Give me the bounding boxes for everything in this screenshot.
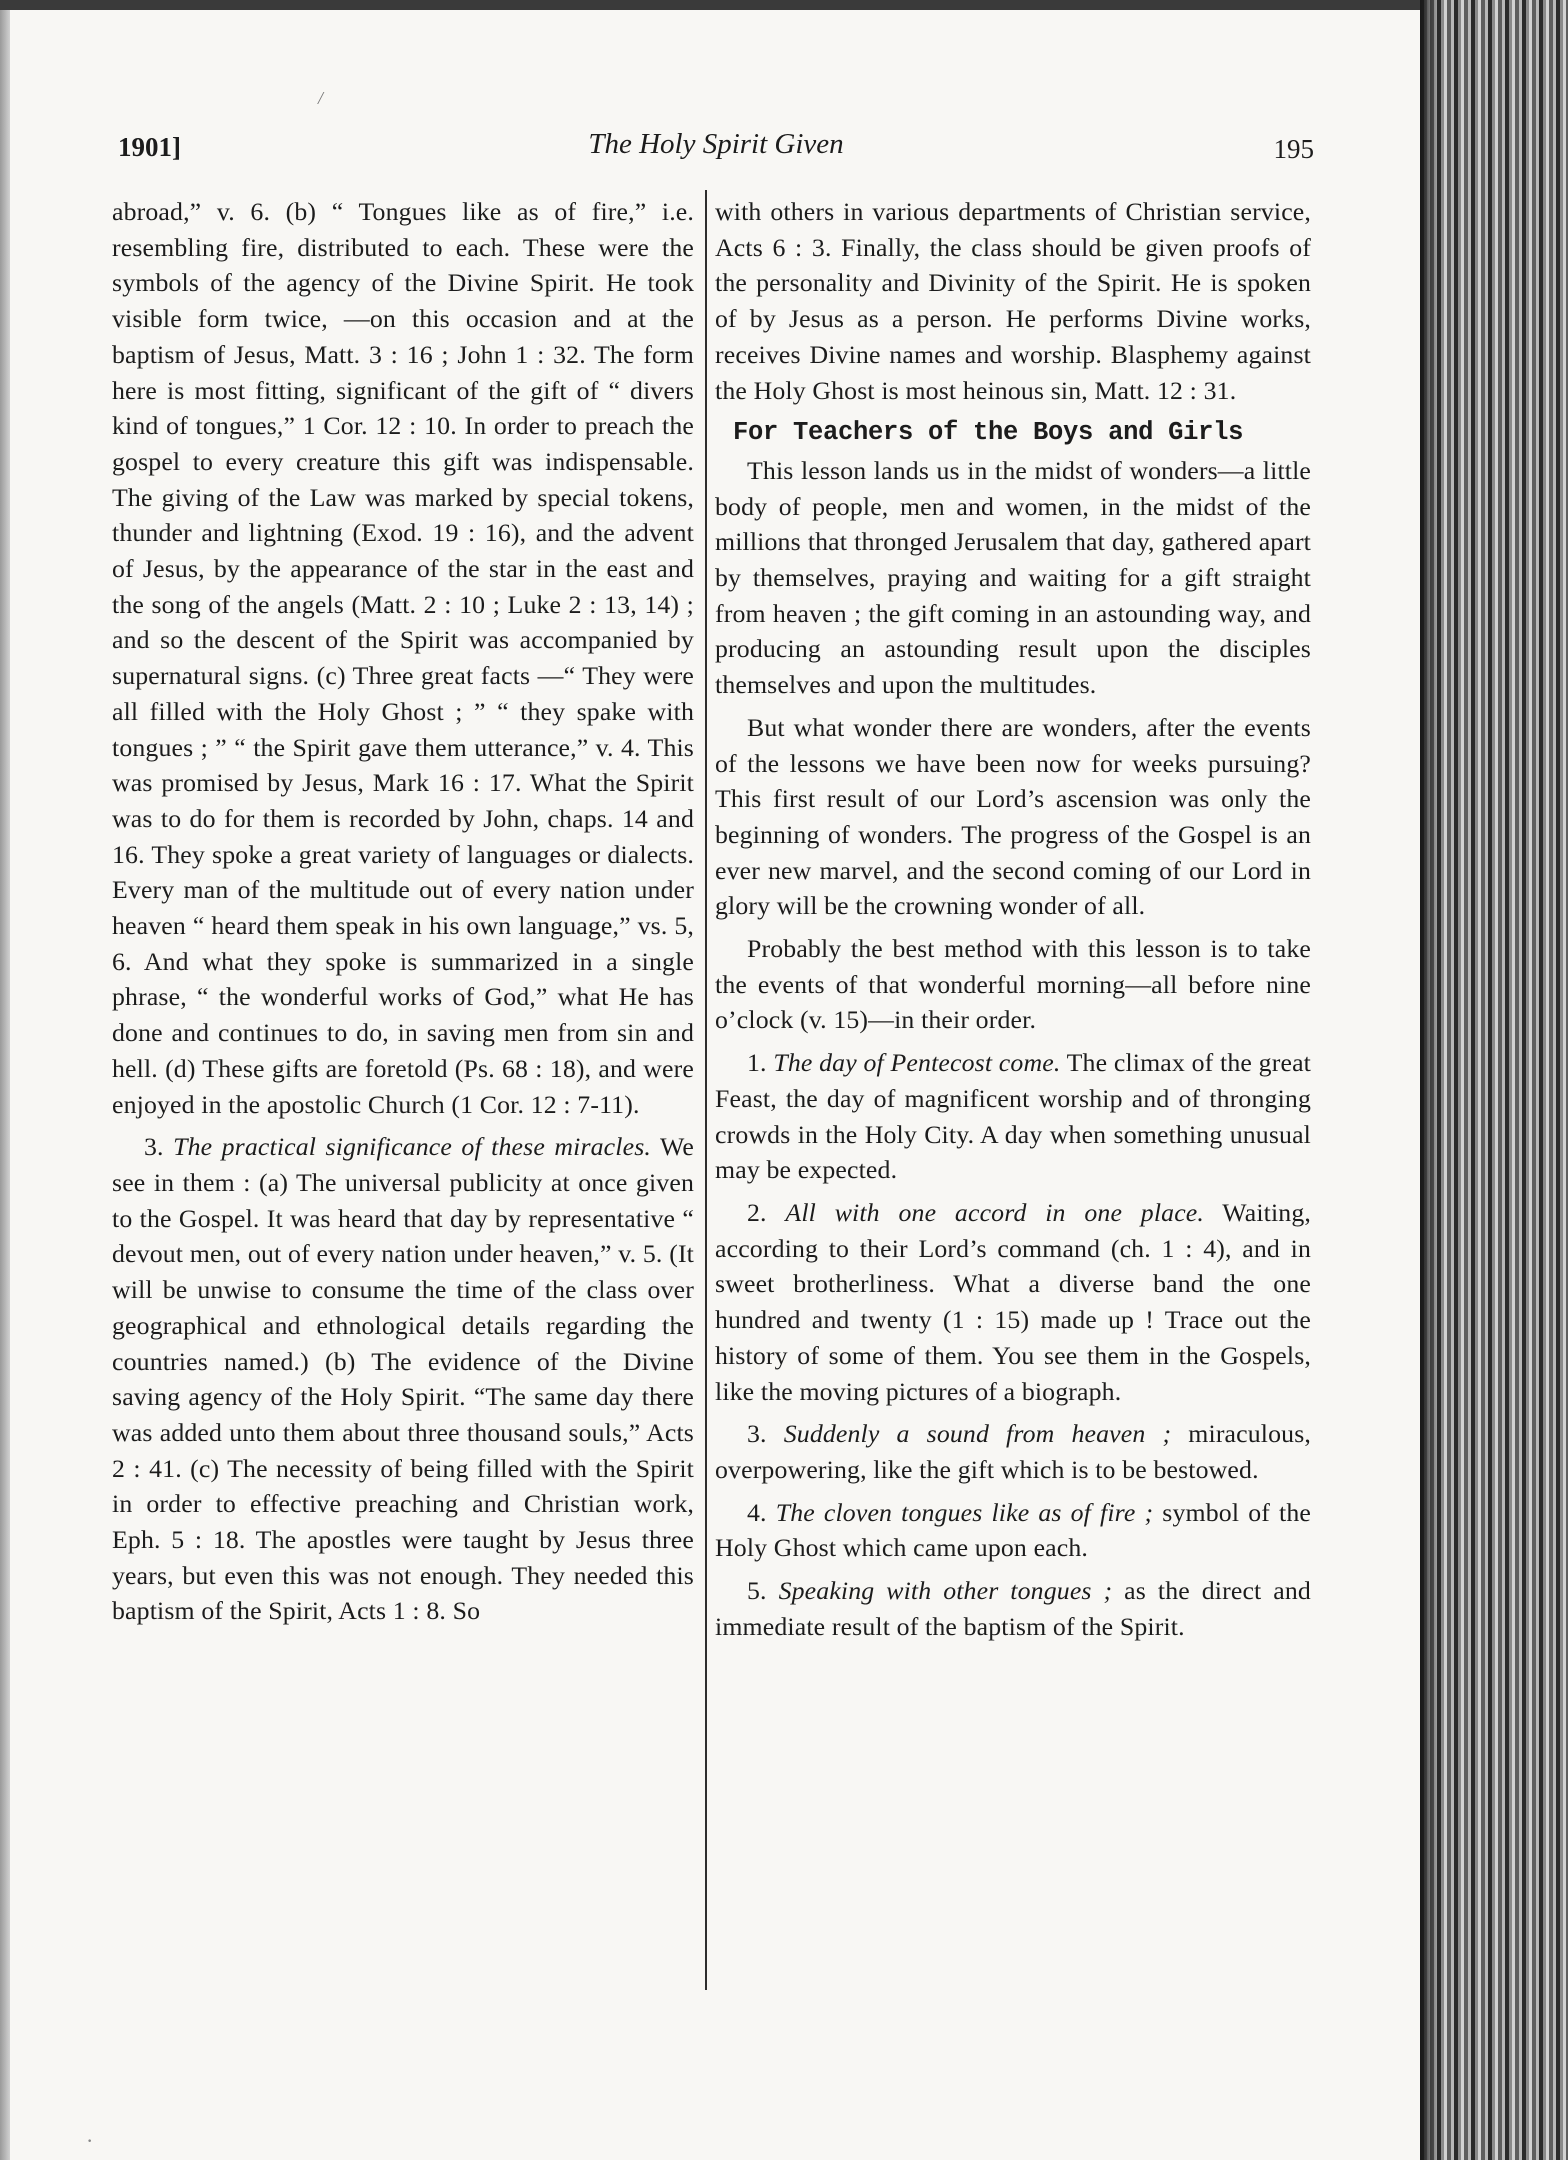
- item-title: Suddenly a sound from heaven ;: [783, 1419, 1172, 1449]
- list-item: [715, 1195, 1311, 1409]
- scan-margin-mark: ·: [86, 2128, 94, 2153]
- list-item: [715, 1045, 1311, 1188]
- list-item: [715, 1573, 1311, 1644]
- list-item: [715, 1495, 1311, 1566]
- point-body: We see in them : (a) The universal publicity at once given to the Gospel. It was heard that day by representative “ devout men, out of every nation under heaven,” v. 5. (It will be unwise to consume the time of the class over geographical and ethnological details regarding the countries named.) (b) The evidence of the Divine saving agency of the Holy Spirit. “The same day there was added unto them about three thousand souls,” Acts 2 : 41. (c) The necessity of being filled with the Spirit in order to effective preaching and Christian work, Eph. 5 : 18. The apostles were taught by Jesus three years, but even this was not enough. They needed this baptism of the Spirit, Acts 1 : 8. So: [112, 1132, 694, 1626]
- item-title: All with one accord in one place.: [785, 1197, 1205, 1227]
- header-year: 1901]: [118, 132, 181, 162]
- item-title: The day of Pentecost come.: [773, 1048, 1061, 1078]
- item-body: miraculous, overpowering, like the gift which is to be bestowed.: [715, 1419, 1312, 1484]
- binding-shadow: [1420, 0, 1440, 2160]
- item-number: 3.: [747, 1419, 767, 1449]
- scan-top-edge: [0, 0, 1568, 10]
- page-edges-stack: [1420, 0, 1568, 2160]
- left-column: [112, 194, 694, 1636]
- scan-speck: /: [318, 88, 324, 108]
- column-divider: [705, 190, 707, 1990]
- page-number: 195: [1273, 134, 1314, 164]
- item-title: The cloven tongues like as of fire ;: [775, 1497, 1154, 1527]
- item-body: Waiting, according to their Lord’s command (ch. 1 : 4), and in sweet brotherliness. What a diverse band the one hundred and twenty (1 : 15) made up ! Trace out the history of some of them. You see them in the Gospels, like the moving pictures of a biograph.: [715, 1197, 1311, 1406]
- item-body: as the direct and immediate result of the baptism of the Spirit.: [715, 1576, 1311, 1641]
- right-paragraph-4: Probably the best method with this lesson is to take the events of that wonderful morning—all before nine o’clock (v. 15)—in their order.: [715, 934, 1311, 1035]
- right-column: [715, 194, 1311, 1651]
- item-body: The climax of the great Feast, the day of magnificent worship and of thronging crowds in the Holy City. A day when something unusual may be expected.: [715, 1048, 1311, 1185]
- item-body: symbol of the Holy Ghost which came upon each.: [715, 1497, 1311, 1563]
- item-number: 1.: [747, 1048, 767, 1078]
- item-number: 4.: [747, 1497, 767, 1527]
- item-title: Speaking with other tongues ;: [778, 1576, 1113, 1606]
- right-paragraph-1: with others in various departments of Christian service, Acts 6 : 3. Finally, the class should be given proofs of the personality and Divinity of the Spirit. He is spoken of by Jesus as a person. He performs Divine works, receives Divine names and worship. Blasphemy against the Holy Ghost is most heinous sin, Matt. 12 : 31.: [715, 197, 1311, 405]
- right-paragraph-2: This lesson lands us in the midst of wonders—a little body of people, men and women, in the midst of the millions that thronged Jerusalem that day, gathered apart by themselves, praying and waiting for a gift straight from heaven ; the gift coming in an astounding way, and producing an astounding result upon the disciples themselves and upon the multitudes.: [715, 455, 1311, 700]
- item-number: 5.: [747, 1576, 767, 1606]
- header-title: The Holy Spirit Given: [588, 128, 844, 160]
- point-number: 3.: [144, 1132, 164, 1162]
- running-header: [118, 128, 1314, 172]
- section-heading: For Teachers of the Boys and Girls: [733, 418, 1244, 448]
- left-paragraph-2: [112, 1129, 694, 1629]
- list-item: [715, 1416, 1311, 1487]
- right-paragraph-3: But what wonder there are wonders, after the events of the lessons we have been now for weeks pursuing? This first result of our Lord’s ascension was only the beginning of wonders. The progress of the Gospel is an ever new marvel, and the second coming of our Lord in glory will be the crowning wonder of all.: [715, 712, 1311, 921]
- left-paragraph-1: abroad,” v. 6. (b) “ Tongues like as of fire,” i.e. resembling fire, distributed to each. These were the symbols of the agency of the Divine Spirit. He took visible form twice, —on this occasion and at the baptism of Jesus, Matt. 3 : 16 ; John 1 : 32. The form here is most fitting, significant of the gift of “ divers kind of tongues,” 1 Cor. 12 : 10. In order to preach the gospel to every creature this gift was indispensable. The giving of the Law was marked by special tokens, thunder and lightning (Exod. 19 : 16), and the advent of Jesus, by the appearance of the star in the east and the song of the angels (Matt. 2 : 10 ; Luke 2 : 13, 14) ; and so the descent of the Spirit was accompanied by supernatural signs. (c) Three great facts —“ They were all filled with the Holy Ghost ; ” “ they spake with tongues ; ” “ the Spirit gave them utterance,” v. 4. This was promised by Jesus, Mark 16 : 17. What the Spirit was to do for them is recorded by John, chaps. 14 and 16. They spoke a great variety of languages or dialects. Every man of the multitude out of every nation under heaven “ heard them speak in his own language,” vs. 5, 6. And what they spoke is summarized in a single phrase, “ the wonderful works of God,” what He has done and continues to do, in saving men from sin and hell. (d) These gifts are foretold (Ps. 68 : 18), and were enjoyed in the apostolic Church (1 Cor. 12 : 7-11).: [112, 197, 694, 1119]
- item-number: 2.: [747, 1197, 767, 1227]
- point-title: The practical significance of these miracles.: [173, 1132, 651, 1162]
